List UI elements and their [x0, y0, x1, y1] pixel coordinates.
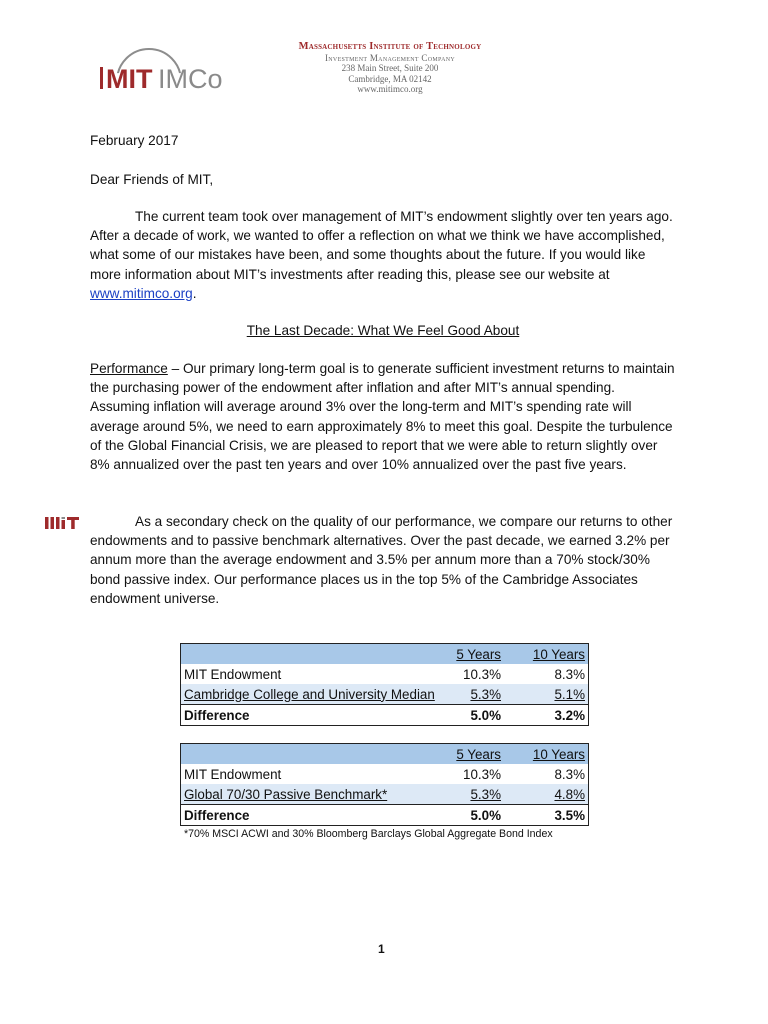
- letterhead-name: Massachusetts Institute of Technology: [298, 41, 482, 52]
- logo-mit-text: MIT: [100, 64, 153, 94]
- table-header-cell: [181, 744, 439, 765]
- table-row: [181, 684, 589, 705]
- letterhead-address-line1: 238 Main Street, Suite 200: [341, 63, 439, 73]
- table-cell-label: Cambridge College and University Median: [181, 684, 439, 705]
- table-cell-value: 8.3%: [554, 766, 585, 782]
- table-row: [181, 784, 589, 805]
- table-cell-value: 5.0%: [438, 805, 504, 826]
- table-cell-value: 8.3%: [554, 666, 585, 682]
- table-cell-value: 3.2%: [504, 705, 589, 726]
- letterhead-address-line2: Cambridge, MA 02142: [348, 73, 432, 84]
- letterhead-subtitle: Investment Management Company: [325, 52, 455, 63]
- table-cell-label: Difference: [181, 705, 439, 726]
- mit-side-logo: [45, 515, 81, 531]
- table-header-row: [181, 644, 589, 665]
- letter-salutation: Dear Friends of MIT,: [90, 172, 214, 187]
- website-link[interactable]: www.mitimco.org: [90, 285, 193, 301]
- table-cell-label: Difference: [181, 805, 439, 826]
- intro-end: .: [192, 285, 197, 301]
- table-row-difference: [181, 805, 589, 826]
- table-header-row: [181, 744, 589, 765]
- table-header-cell: 5 Years: [438, 644, 504, 665]
- table-header-cell: [181, 644, 439, 665]
- intro-paragraph: [90, 207, 676, 303]
- table-cell-value: 5.1%: [504, 684, 589, 705]
- secondary-paragraph: As a secondary check on the quality of our performance, we compare our returns to other endowments and to passive benchmark alternatives. Over the past decade, we earned 3.2% per annum more than the average endowment and 3.5% per annum more than a 70% stock/30% bond passive index. Our performance places us in the top 5% of the Cambridge Associates endowment universe.: [90, 514, 673, 606]
- table-cell-value: 10.3%: [463, 666, 501, 682]
- table-footnote: *70% MSCI ACWI and 30% Bloomberg Barclays Global Aggregate Bond Index: [184, 828, 553, 840]
- mitimco-logo: [100, 48, 240, 98]
- section-heading: The Last Decade: What We Feel Good About: [246, 323, 520, 338]
- table-cell-value: 4.8%: [504, 784, 589, 805]
- table-cell-value: 3.5%: [504, 805, 589, 826]
- table-cell-value: 10.3%: [463, 766, 501, 782]
- table-cell-label: MIT Endowment: [184, 666, 282, 682]
- table-row: [181, 664, 589, 684]
- performance-label: Performance: [90, 361, 168, 376]
- performance-text: – Our primary long-term goal is to generate sufficient investment returns to maintain the purchasing power of the endowment after inflation and after MIT’s annual spending. Assuming inflation will average around 3% over the long-term and MIT’s spending rate will average around 5%, we need to earn approximately 8% to meet this goal. Despite the turbulence of the Global Financial Crisis, we are pleased to report that we were able to return slightly over 8% annualized over the past ten years and over 10% annualized over the past five years.: [90, 361, 675, 473]
- letterhead: [240, 42, 540, 95]
- letter-date: February 2017: [90, 133, 179, 148]
- table-cell-label: Global 70/30 Passive Benchmark*: [181, 784, 439, 805]
- logo-imco-text: IMCo: [158, 64, 223, 94]
- table-cell-value: 5.3%: [438, 784, 504, 805]
- table-cell-value: 5.0%: [438, 705, 504, 726]
- intro-text: The current team took over management of MIT’s endowment slightly over ten years ago. After a decade of work, we wanted to offer a reflection on what we think we have accomplished, what some of our mistakes have been, and some thoughts about the future. If you would like more information about MIT’s investments after reading this, please see our website at: [90, 209, 673, 282]
- performance-table-2: [180, 743, 589, 826]
- table-header-cell: 5 Years: [438, 744, 504, 765]
- letterhead-website[interactable]: www.mitimco.org: [357, 84, 423, 94]
- table-row: [181, 764, 589, 784]
- table-cell-value: 5.3%: [438, 684, 504, 705]
- table-header-cell: 10 Years: [504, 644, 589, 665]
- table-header-cell: 10 Years: [504, 744, 589, 765]
- page-number: 1: [378, 942, 385, 956]
- table-row-difference: [181, 705, 589, 726]
- table-cell-label: MIT Endowment: [184, 766, 282, 782]
- performance-paragraph: [90, 359, 676, 474]
- performance-table-1: [180, 643, 589, 726]
